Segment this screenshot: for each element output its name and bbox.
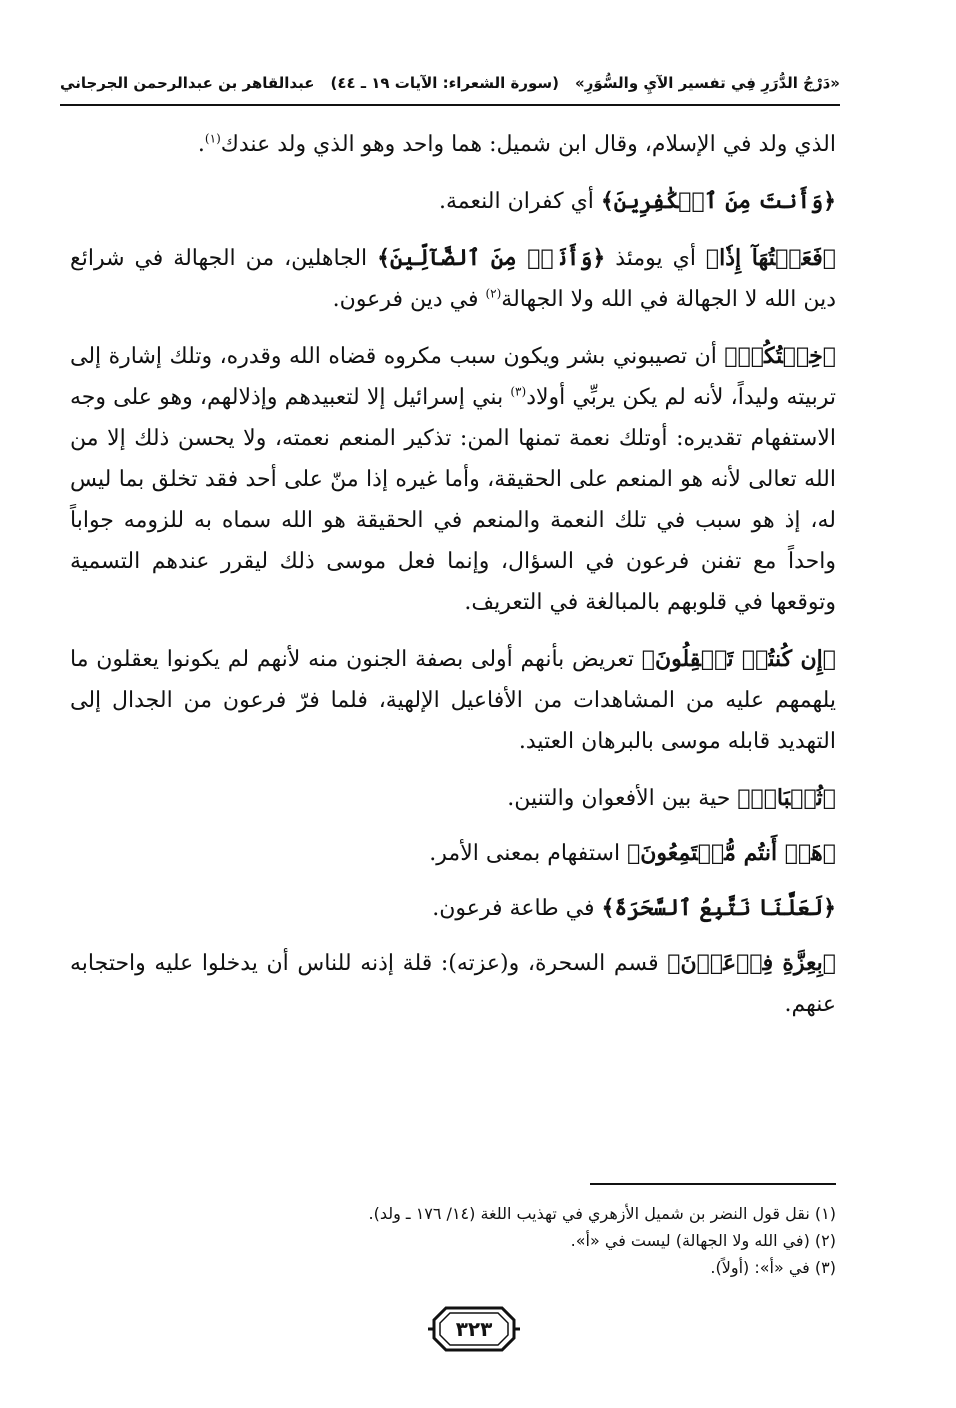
- footnote-item: (٢) (في الله ولا الجهالة) ليست في «أ».: [570, 1231, 836, 1250]
- paragraph-text: في طاعة فرعون.: [432, 896, 602, 921]
- paragraph-4: [70, 336, 836, 623]
- paragraph-2: [70, 181, 836, 222]
- paragraph-8: [70, 888, 836, 929]
- main-text: [70, 124, 836, 1041]
- quran-verse: ﴿بِعِزَّةِ فِرۡعَوۡنَ﴾: [667, 950, 836, 976]
- quran-verse: ﴿ثُعۡبَانٞ﴾: [737, 785, 836, 811]
- paragraph-text: في دين فرعون.: [332, 287, 486, 312]
- quran-verse: ﴿إِن كُنتُمۡ تَعۡقِلُونَ﴾: [641, 646, 836, 672]
- footnote-item: (١) نقل قول النضر بن شميل الأزهري في تهذيب اللغة (١٤/ ١٧٦ ـ ولد).: [368, 1204, 836, 1223]
- paragraph-text: الذي ولد في الإسلام، وقال ابن شميل: هما واحد وهو الذي ولد عندك: [220, 132, 836, 157]
- running-header: [60, 66, 840, 100]
- paragraph-text: أي كفران النعمة.: [439, 189, 601, 214]
- quran-verse: ﴿فَعَلۡتُهَآ إِذٗا﴾: [705, 245, 836, 271]
- paragraph-text: أن تصيبوني بشر ويكون سبب مكروه قضاه الله وقدره، وتلك إشارة إلى تربيته وليداً، لأنه لم يكن يربِّي أولاد: [70, 344, 836, 410]
- footnote-divider: [590, 1183, 836, 1185]
- page-number-ornament: [426, 1300, 522, 1358]
- paragraph-text: الجاهلين، من الجهالة في شرائع دين الله لا الجهالة في الله ولا الجهالة: [70, 246, 836, 312]
- quran-verse: ﴿هَلۡ أَنتُم مُّجۡتَمِعُونَ﴾: [627, 840, 836, 866]
- footnote-ref: (١): [204, 131, 221, 146]
- footnotes: [200, 1200, 836, 1281]
- quran-verse: ﴿وَأَنتَ مِنَ ٱلۡكَٰفِرِينَ﴾: [600, 188, 836, 214]
- footnote-item: (٣) في «أ»: (أولاً).: [710, 1258, 836, 1277]
- footnote-ref: (٢): [485, 286, 502, 301]
- paragraph-7: [70, 833, 836, 874]
- surah-info: (سورة الشعراء: الآيات ١٩ ـ ٤٤): [330, 74, 560, 92]
- paragraph-1: [70, 124, 836, 165]
- paragraph-9: [70, 943, 836, 1025]
- quran-verse: ﴿خِفۡتُكُمۡ﴾: [724, 343, 836, 369]
- quran-verse: ﴿لَعَلَّنَا نَتَّبِعُ ٱلسَّحَرَةَ﴾: [601, 895, 836, 921]
- paragraph-text: استفهام بمعنى الأمر.: [429, 841, 628, 866]
- book-title: «دَرْجُ الدُّرَرِ فِي تفسير الآيِ والسُّوَرِ»: [575, 74, 840, 92]
- header-divider: [60, 104, 840, 106]
- paragraph-text: بني إسرائيل إلا لتعبيدهم وإذلالهم، وهو على وجه الاستفهام تقديره: أوتلك نعمة تمنها المن: تذكير المنعم نعمته، ولا يحسن ذلك إلا من الله تعالى لأنه هو المنعم على الحقيقة، وأما غيره إذا منّ على أحد فقد تخلق بما ليس له، إذ هو سبب في تلك النعمة والمنعم في الحقيقة هو الله سماه به للزومه جواباً واحداً مع تفنن فرعون في السؤال، وإنما فعل موسى ذلك ليقرر عندهم التسمية وتوقعها في قلوبهم بالمبالغة في التعريف.: [70, 385, 836, 615]
- paragraph-text: أي يومئذ: [605, 246, 706, 271]
- author-name: عبدالقاهر بن عبدالرحمن الجرجاني: [60, 74, 315, 92]
- paragraph-text: تعريض بأنهم أولى بصفة الجنون منه لأنهم لم يكونوا يعقلون ما يلهمهم عليه من المشاهدات من الأفاعيل الإلهية، فلما فرّ فرعون من الجدال إلى التهديد قابله موسى بالبرهان العتيد.: [70, 647, 836, 754]
- paragraph-text: قسم السحرة، و(عزته): قلة إذنه للناس أن يدخلوا عليه واحتجابه عنهم.: [70, 951, 836, 1017]
- footnote-ref: (٣): [510, 384, 527, 399]
- paragraph-3: [70, 238, 836, 320]
- paragraph-6: [70, 778, 836, 819]
- paragraph-text: حية بين الأفعوان والتنين.: [507, 786, 738, 811]
- paragraph-5: [70, 639, 836, 762]
- page-number: ٣٢٣: [455, 1317, 493, 1341]
- paragraph-end: .: [197, 132, 205, 157]
- quran-verse: ﴿وَأَنَا۠ مِنَ ٱلضَّآلِّينَ﴾: [377, 245, 606, 271]
